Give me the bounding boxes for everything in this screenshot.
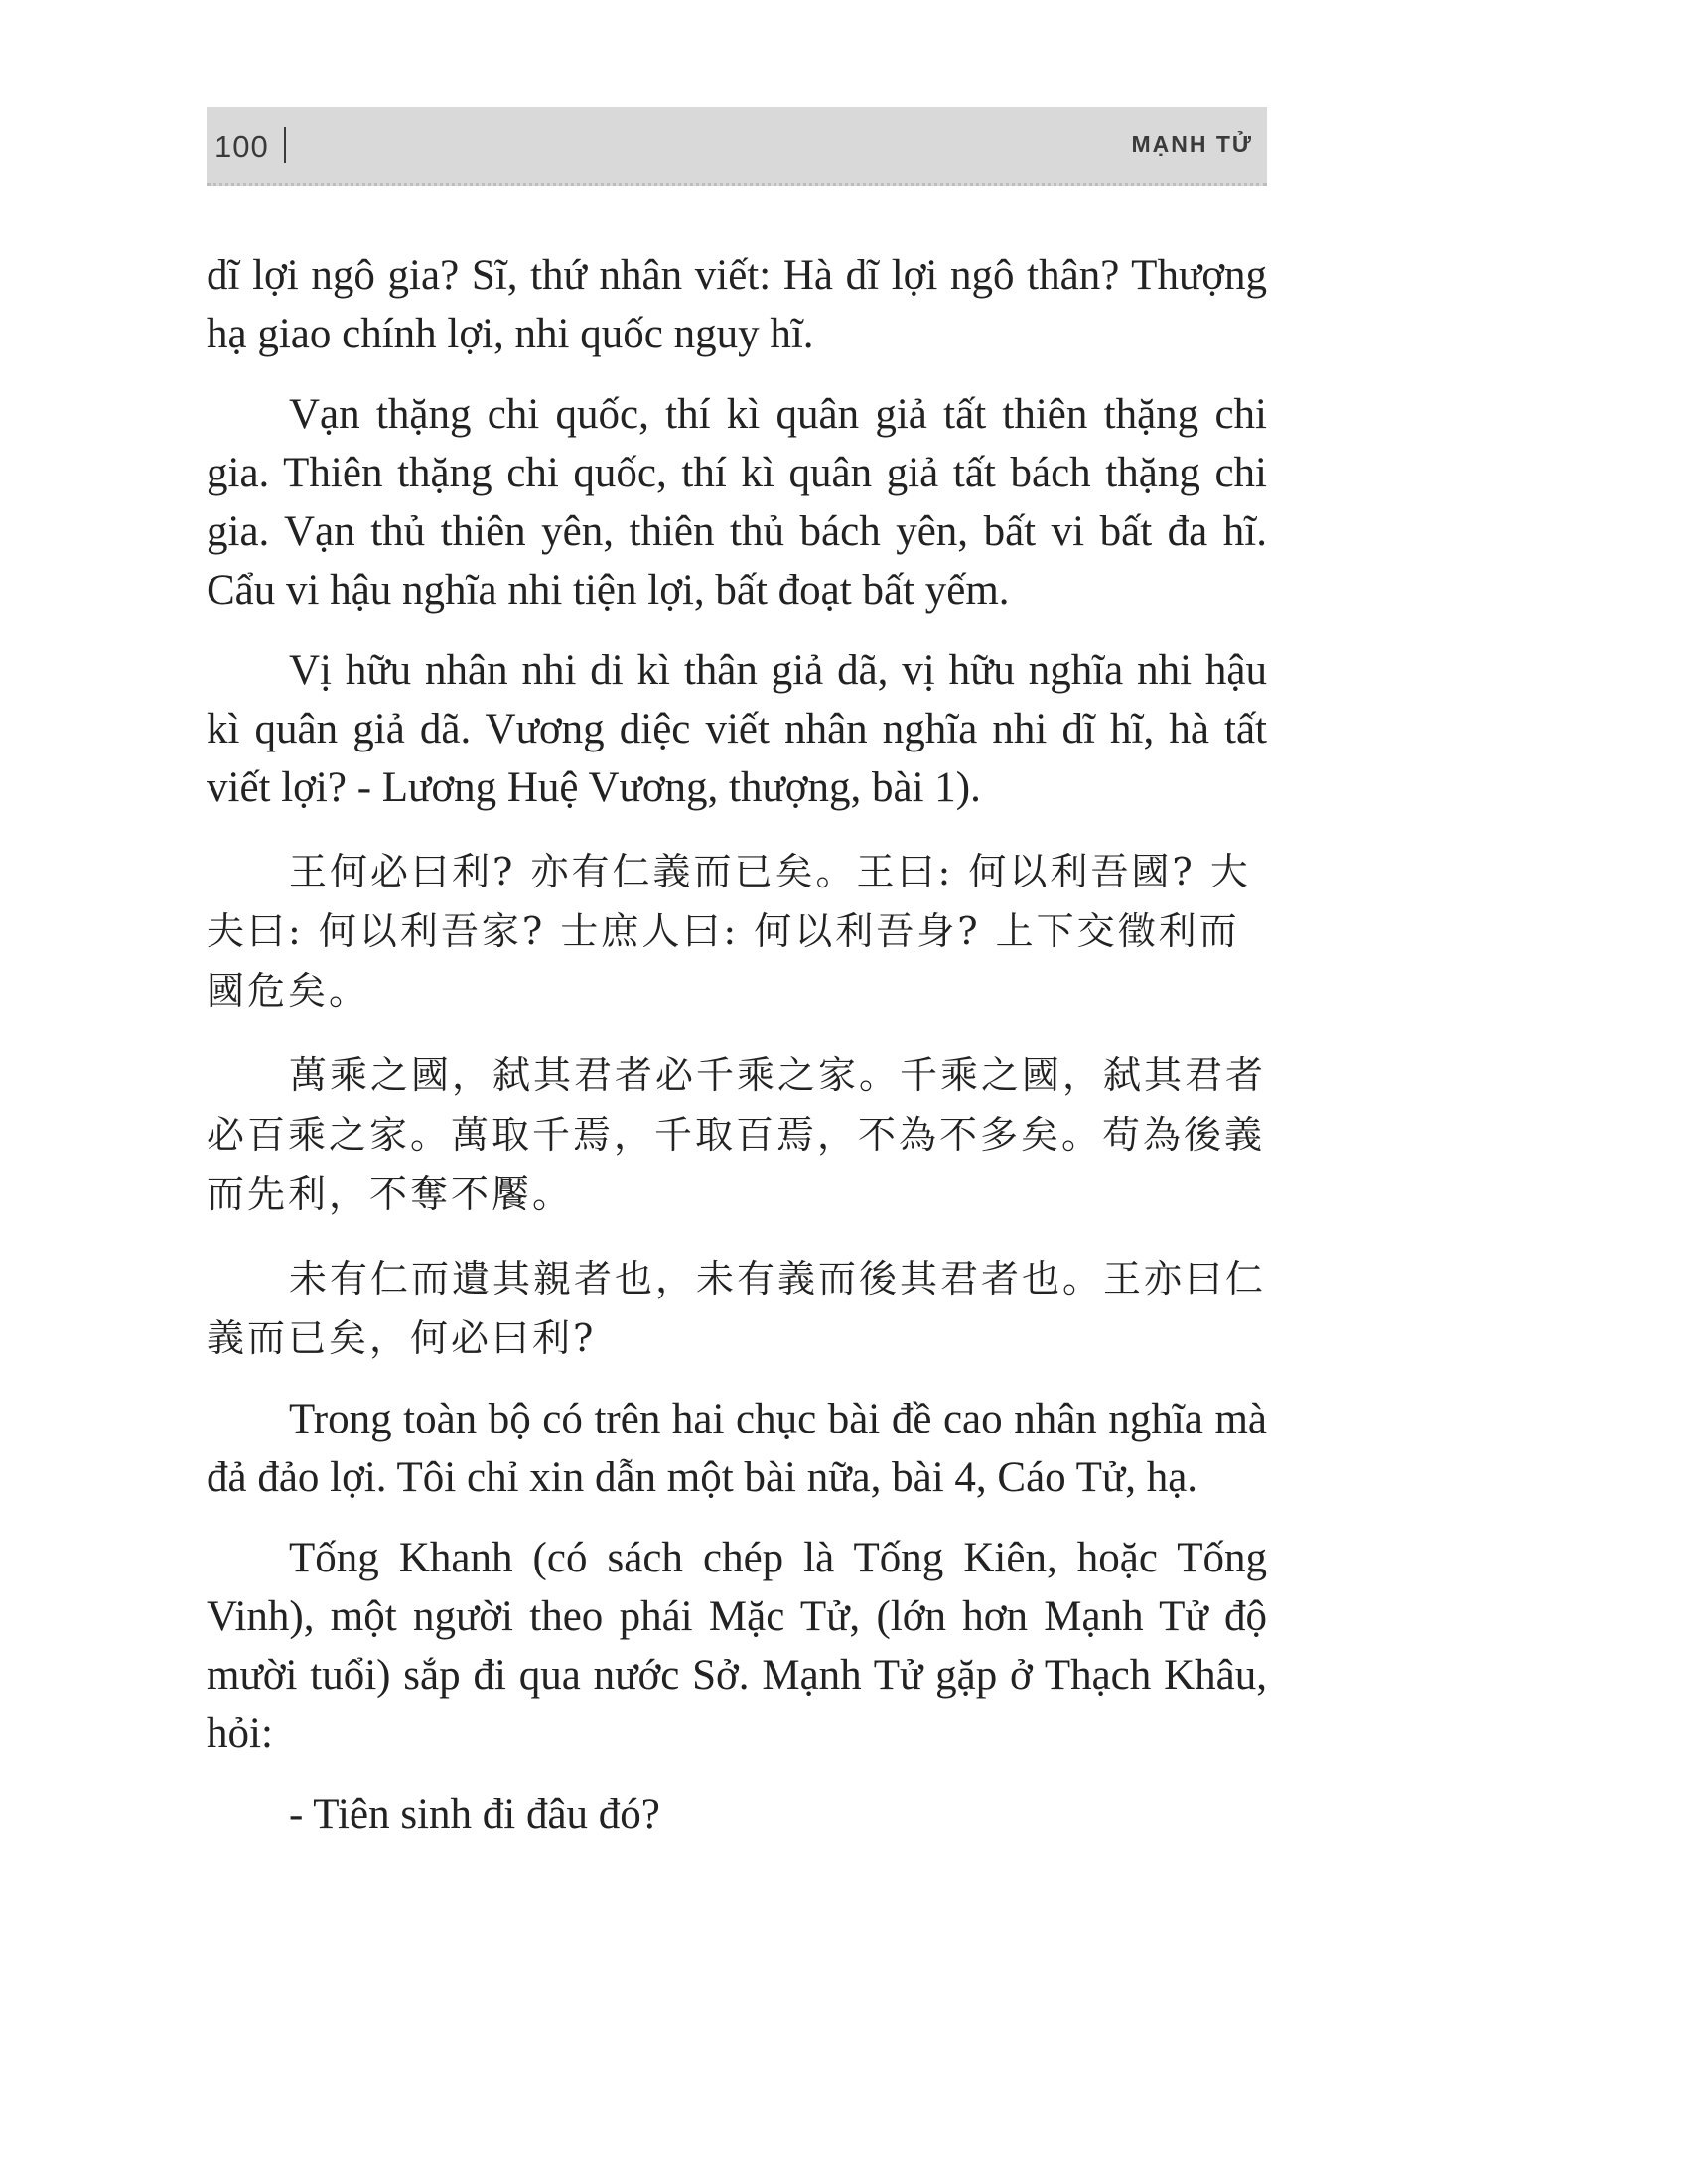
- paragraph-transliteration-1: Vạn thặng chi quốc, thí kì quân giả tất thiên thặng chi gia. Thiên thặng chi quốc, thí kì quân giả tất bách thặng chi gia. Vạn thủ thiên yên, thiên thủ bách yên, bất vi bất đa hĩ. Cẩu vi hậu nghĩa nhi tiện lợi, bất đoạt bất yếm.: [207, 391, 1267, 614]
- running-header: [207, 107, 1267, 186]
- page-body: [207, 246, 1267, 1843]
- paragraph-dialogue: - Tiên sinh đi đâu đó?: [289, 1791, 660, 1838]
- paragraph-continuation: dĩ lợi ngô gia? Sĩ, thứ nhân viết: Hà dĩ lợi ngô thân? Thượng hạ giao chính lợi, nhi quốc nguy hĩ.: [207, 252, 1267, 357]
- paragraph-narrative: Tống Khanh (có sách chép là Tống Kiên, hoặc Tống Vinh), một người theo phái Mặc Tử, (lớn hơn Mạnh Tử độ mười tuổi) sắp đi qua nước Sở. Mạnh Tử gặp ở Thạch Khâu, hỏi:: [207, 1535, 1267, 1757]
- paragraph-chinese-1: 王何必曰利? 亦有仁義而已矣。王曰: 何以利吾國? 大夫曰: 何以利吾家? 士庶人曰: 何以利吾身? 上下交徵利而國危矣。: [207, 850, 1251, 1013]
- paragraph-transliteration-2: Vị hữu nhân nhi di kì thân giả dã, vị hữu nghĩa nhi hậu kì quân giả dã. Vương diệc viết nhân nghĩa nhi dĩ hĩ, hà tất viết lợi? - Lương Huệ Vương, thượng, bài 1).: [207, 647, 1267, 811]
- running-title: MẠNH TỬ: [1131, 131, 1253, 157]
- paragraph-chinese-2: 萬乘之國，弑其君者必千乘之家。千乘之國，弑其君者必百乘之家。萬取千焉，千取百焉，不為不多矣。苟為後義而先利，不奪不饜。: [207, 1053, 1267, 1216]
- header-divider: [284, 127, 286, 163]
- page-number: 100: [214, 129, 269, 164]
- paragraph-chinese-3: 未有仁而遺其親者也，未有義而後其君者也。王亦曰仁義而已矣，何必曰利?: [207, 1257, 1267, 1360]
- paragraph-commentary: Trong toàn bộ có trên hai chục bài đề cao nhân nghĩa mà đả đảo lợi. Tôi chỉ xin dẫn một bài nữa, bài 4, Cáo Tử, hạ.: [207, 1396, 1267, 1501]
